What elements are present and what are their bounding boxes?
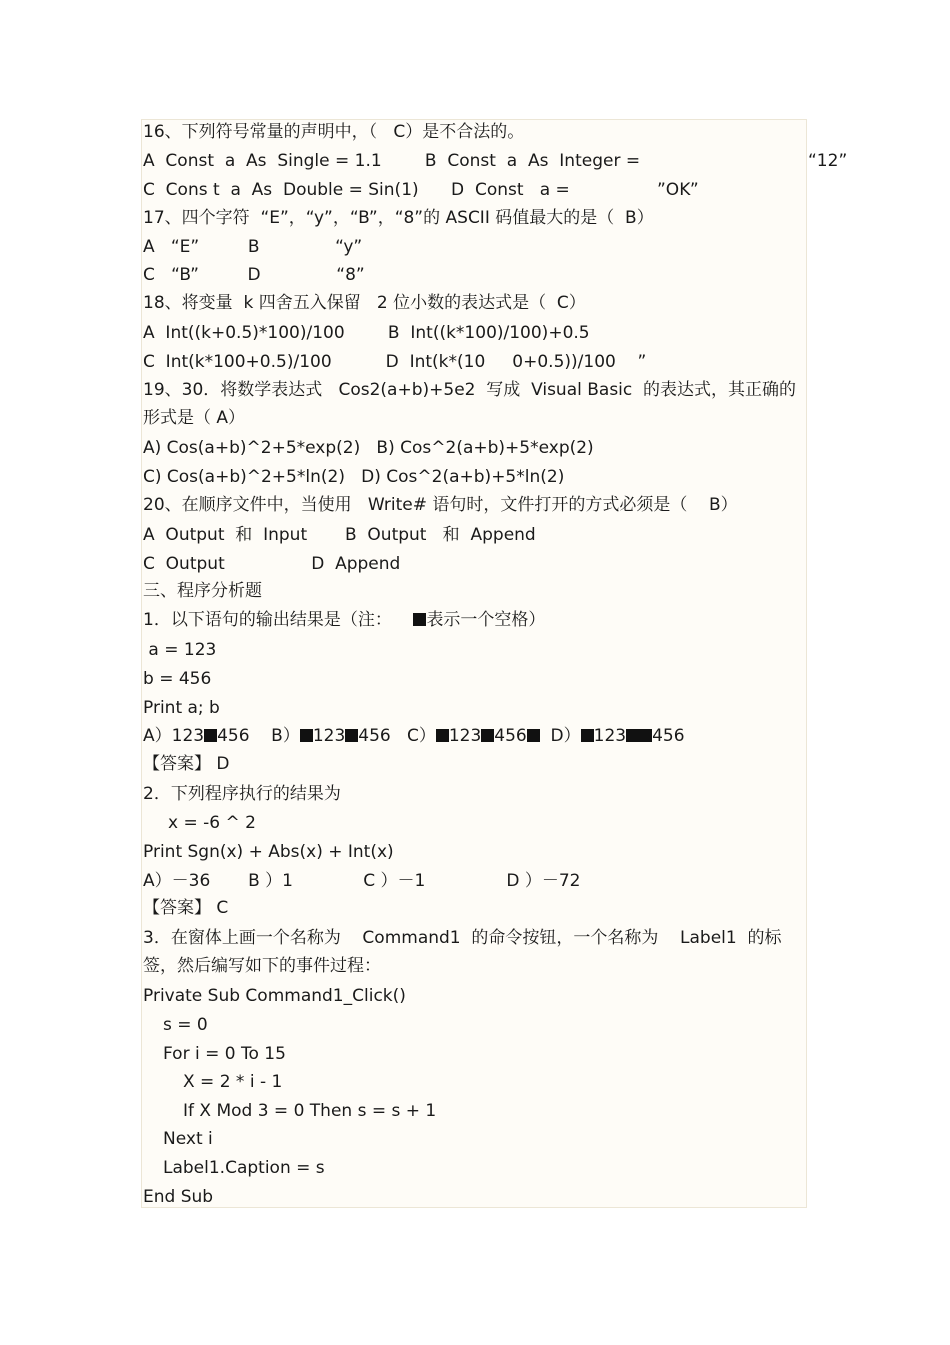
p2-stem: 2．下列程序执行的结果为: [143, 784, 341, 804]
p2-answer: 【答案】 C: [143, 898, 229, 918]
p3-code-line: If X Mod 3 = 0 Then s = s + 1: [183, 1101, 437, 1121]
p1-code-line: a = 123: [143, 640, 217, 660]
q19-options-cd: C) Cos(a+b)^2+5*ln(2) D) Cos^2(a+b)+5*ln(2): [143, 467, 565, 487]
p1-option-a: A）123: [143, 726, 205, 746]
p1-code-line: b = 456: [143, 669, 212, 689]
q16-option-b-value: “12”: [808, 151, 848, 171]
p3-code-line: X = 2 * i - 1: [183, 1072, 283, 1092]
p1-option-d-tail: 456: [652, 726, 685, 746]
q19-options-ab: A) Cos(a+b)^2+5*exp(2) B) Cos^2(a+b)+5*exp(2): [143, 438, 594, 458]
space-square-icon: [300, 729, 313, 742]
p1-option-a-tail: 456: [217, 726, 250, 746]
p3-stem-line1: 3．在窗体上画一个名称为 Command1 的命令按钮，一个名称为 Label1 的标: [143, 928, 782, 948]
p1-stem-post: 表示一个空格）: [426, 610, 546, 630]
p1-code-line: Print a; b: [143, 698, 220, 718]
q17-stem: 17、四个字符 “E”，“y”，“B”，“8”的 ASCII 码值最大的是（ B）: [143, 208, 654, 228]
q18-options-ab: A Int((k+0.5)*100)/100 B Int((k*100)/100)+0.5: [143, 323, 590, 343]
p3-code-line: Next i: [163, 1129, 213, 1149]
p3-code-line: End Sub: [143, 1187, 214, 1207]
p3-stem-line2: 签，然后编写如下的事件过程：: [143, 956, 381, 976]
p2-options: A）－36 B ）1 C ）－1 D ）－72: [143, 871, 581, 891]
space-square-icon: [581, 729, 594, 742]
p1-options: [143, 725, 685, 747]
p1-option-c-tail: 456: [494, 726, 527, 746]
p2-code-line: Print Sgn(x) + Abs(x) + Int(x): [143, 842, 394, 862]
p1-stem: [143, 609, 545, 631]
p1-option-c-mid: 123: [448, 726, 482, 746]
q16-option-d-value: ”OK”: [657, 180, 699, 200]
p1-answer: 【答案】 D: [143, 754, 230, 774]
p3-code-line: s = 0: [163, 1015, 208, 1035]
space-square-icon: [626, 729, 639, 742]
q19-stem-line2: 形式是（ A）: [143, 408, 246, 428]
space-square-icon: [639, 729, 652, 742]
q18-stem: 18、将变量 k 四舍五入保留 2 位小数的表达式是（ C）: [143, 293, 586, 313]
q18-options-cd: C Int(k*100+0.5)/100 D Int(k*(10 0+0.5))/100 ”: [143, 352, 647, 372]
q20-options-cd: C Output D Append: [143, 554, 401, 574]
p3-code-line: Private Sub Command1_Click(): [143, 986, 406, 1006]
p2-code-line: x = -6 ^ 2: [168, 813, 256, 833]
q17-options-cd: C “B” D “8”: [143, 265, 365, 285]
q16-stem: 16、下列符号常量的声明中，（ C）是不合法的。: [143, 122, 525, 142]
section-title: 三、程序分析题: [143, 581, 262, 601]
p1-option-d: D）: [550, 726, 581, 746]
p3-code-line: For i = 0 To 15: [163, 1044, 286, 1064]
q19-stem-line1: 19、30．将数学表达式 Cos2(a+b)+5e2 写成 Visual Basic 的表达式，其正确的: [143, 380, 797, 400]
p1-stem-pre: 1．以下语句的输出结果是（注：: [143, 610, 414, 630]
space-square-icon: [527, 729, 540, 742]
space-square-icon: [436, 729, 449, 742]
p1-option-b-tail: 456: [358, 726, 391, 746]
p1-option-b-mid: 123: [312, 726, 346, 746]
p3-code-line: Label1.Caption = s: [163, 1158, 325, 1178]
space-square-icon: [204, 729, 217, 742]
q20-stem: 20、在顺序文件中，当使用 Write# 语句时，文件打开的方式必须是（ B）: [143, 495, 738, 515]
q16-options-cd: C Cons t a As Double = Sin(1) D Const a =: [143, 180, 570, 200]
p1-option-b: B）: [271, 726, 300, 746]
p1-option-d-mid: 123: [593, 726, 627, 746]
space-square-icon: [481, 729, 494, 742]
space-square-icon: [345, 729, 358, 742]
p1-option-c: C）: [406, 726, 436, 746]
q16-options-ab: A Const a As Single = 1.1 B Const a As Integer =: [143, 151, 641, 171]
q17-options-ab: A “E” B “y”: [143, 237, 363, 257]
space-square-icon: [413, 613, 426, 626]
q20-options-ab: A Output 和 Input B Output 和 Append: [143, 525, 536, 545]
